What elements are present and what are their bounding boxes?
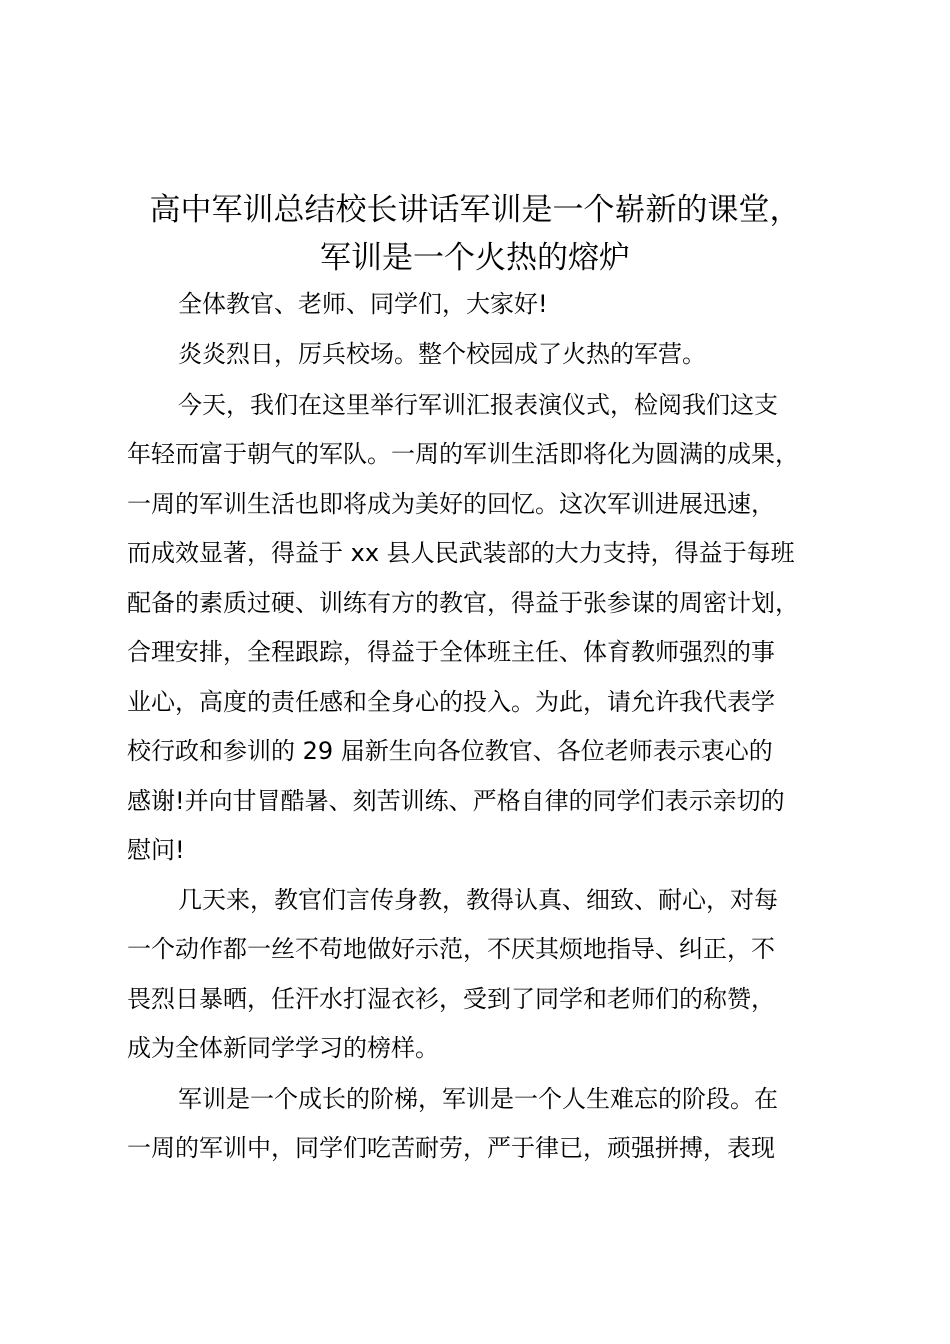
- paragraph-2-line-3: 一周的军训生活也即将成为美好的回忆。这次军训进展迅速，: [127, 490, 775, 518]
- greeting-line: 全体教官、老师、同学们，大家好!: [178, 290, 548, 318]
- paragraph-3-line-3: 畏烈日暴晒，任汗水打湿衣衫，受到了同学和老师们的称赞，: [127, 985, 775, 1013]
- paragraph-2-line-1: 今天，我们在这里举行军训汇报表演仪式，检阅我们这支: [178, 391, 778, 419]
- paragraph-3-line-2: 一个动作都一丝不苟地做好示范，不厌其烦地指导、纠正，不: [127, 935, 775, 963]
- paragraph-2-line-10: 慰问!: [127, 836, 185, 864]
- document-title-line-2: 军训是一个火热的熔炉: [320, 240, 630, 276]
- paragraph-4-line-1: 军训是一个成长的阶梯，军训是一个人生难忘的阶段。在: [178, 1085, 778, 1113]
- paragraph-2-line-6: 合理安排，全程跟踪，得益于全体班主任、体育教师强烈的事: [127, 638, 775, 666]
- paragraph-2-line-2: 年轻而富于朝气的军队。一周的军训生活即将化为圆满的成果，: [127, 440, 799, 468]
- paragraph-3-line-1: 几天来，教官们言传身教，教得认真、细致、耐心，对每: [178, 886, 778, 914]
- paragraph-2-line-9: 感谢!并向甘冒酷暑、刻苦训练、严格自律的同学们表示亲切的: [127, 787, 785, 815]
- paragraph-2-line-8: 校行政和参训的 29 届新生向各位教官、各位老师表示衷心的: [127, 737, 773, 765]
- paragraph-4-line-2: 一周的军训中，同学们吃苦耐劳，严于律已，顽强拼搏，表现: [127, 1134, 775, 1162]
- paragraph-2-line-4: 而成效显著，得益于 xx 县人民武装部的大力支持，得益于每班: [127, 539, 795, 567]
- paragraph-2-line-7: 业心，高度的责任感和全身心的投入。为此，请允许我代表学: [127, 688, 775, 716]
- document-title-line-1: 高中军训总结校长讲话军训是一个崭新的课堂，: [149, 192, 801, 228]
- paragraph-1-line-1: 炎炎烈日，厉兵校场。整个校园成了火热的军营。: [178, 340, 706, 368]
- paragraph-3-line-4: 成为全体新同学学习的榜样。: [127, 1034, 439, 1062]
- paragraph-2-line-5: 配备的素质过硬、训练有方的教官，得益于张参谋的周密计划，: [127, 589, 799, 617]
